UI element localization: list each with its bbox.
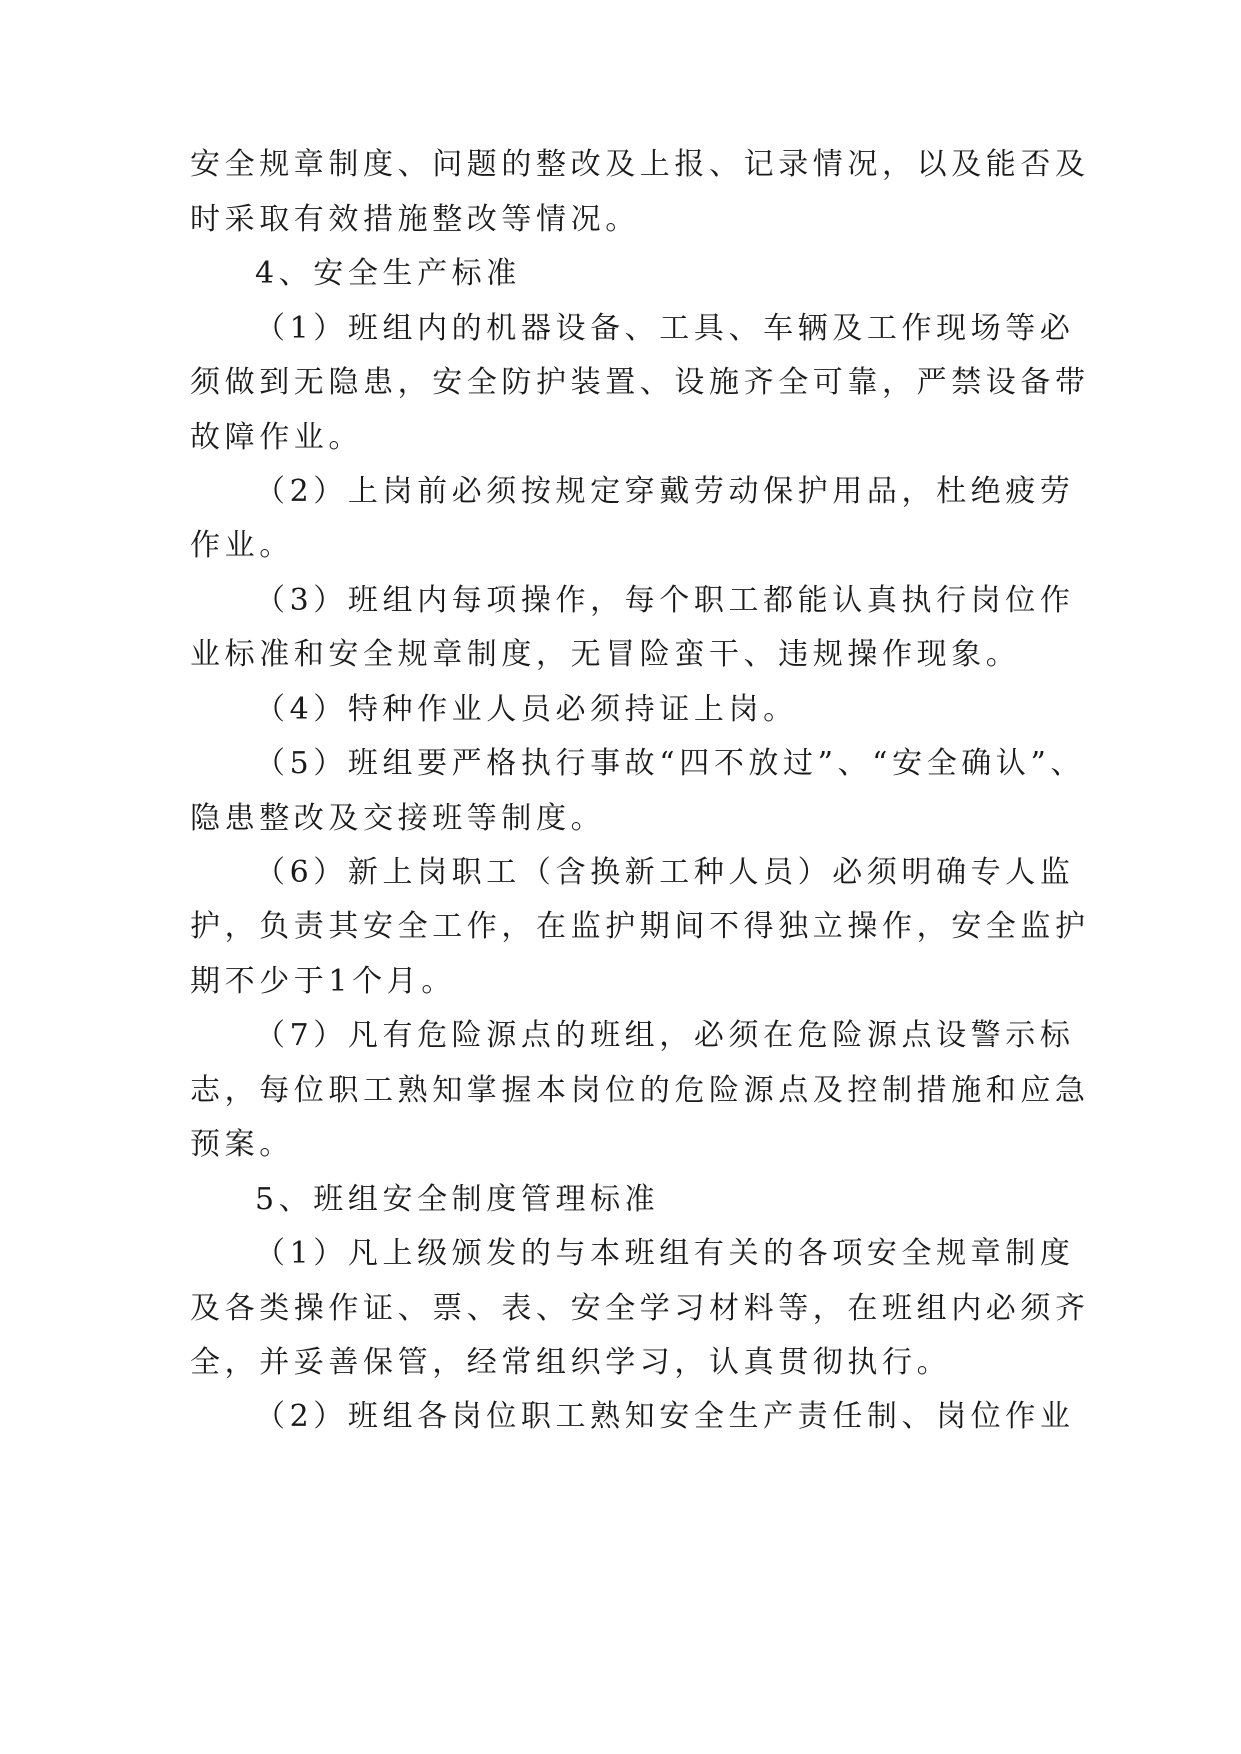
text-line: （1）凡上级颁发的与本班组有关的各项安全规章制度 xyxy=(255,1236,1075,1271)
text-line: 隐患整改及交接班等制度。 xyxy=(190,801,606,836)
text-line: 业标准和安全规章制度，无冒险蛮干、违规操作现象。 xyxy=(190,637,1021,672)
text-line: （7）凡有危险源点的班组，必须在危险源点设警示标 xyxy=(255,1018,1075,1053)
text-line: 安全规章制度、问题的整改及上报、记录情况，以及能否及 xyxy=(190,147,1090,182)
text-line: 护，负责其安全工作，在监护期间不得独立操作，安全监护 xyxy=(190,909,1090,944)
text-line: 全，并妥善保管，经常组织学习，认真贯彻执行。 xyxy=(190,1345,952,1380)
text-line: 期不少于1个月。 xyxy=(190,964,456,999)
text-line: 须做到无隐患，安全防护装置、设施齐全可靠，严禁设备带 xyxy=(190,365,1090,400)
section-heading: 4、安全生产标准 xyxy=(255,256,521,291)
text-line: 预案。 xyxy=(190,1127,294,1162)
text-line: （6）新上岗职工（含换新工种人员）必须明确专人监 xyxy=(255,855,1075,890)
text-line: （5）班组要严格执行事故“四不放过”、“安全确认”、 xyxy=(255,746,1086,781)
text-line: （3）班组内每项操作，每个职工都能认真执行岗位作 xyxy=(255,583,1075,618)
text-line: （2）班组各岗位职工熟知安全生产责任制、岗位作业 xyxy=(255,1399,1075,1434)
text-line: （4）特种作业人员必须持证上岗。 xyxy=(255,692,798,727)
text-line: 时采取有效措施整改等情况。 xyxy=(190,202,640,237)
section-heading: 5、班组安全制度管理标准 xyxy=(255,1182,660,1217)
text-line: （2）上岗前必须按规定穿戴劳动保护用品，杜绝疲劳 xyxy=(255,474,1075,509)
text-line: 志，每位职工熟知掌握本岗位的危险源点及控制措施和应急 xyxy=(190,1073,1090,1108)
text-line: 故障作业。 xyxy=(190,420,363,455)
text-line: 及各类操作证、票、表、安全学习材料等，在班组内必须齐 xyxy=(190,1291,1090,1326)
text-line: （1）班组内的机器设备、工具、车辆及工作现场等必 xyxy=(255,311,1075,346)
text-line: 作业。 xyxy=(190,528,294,563)
